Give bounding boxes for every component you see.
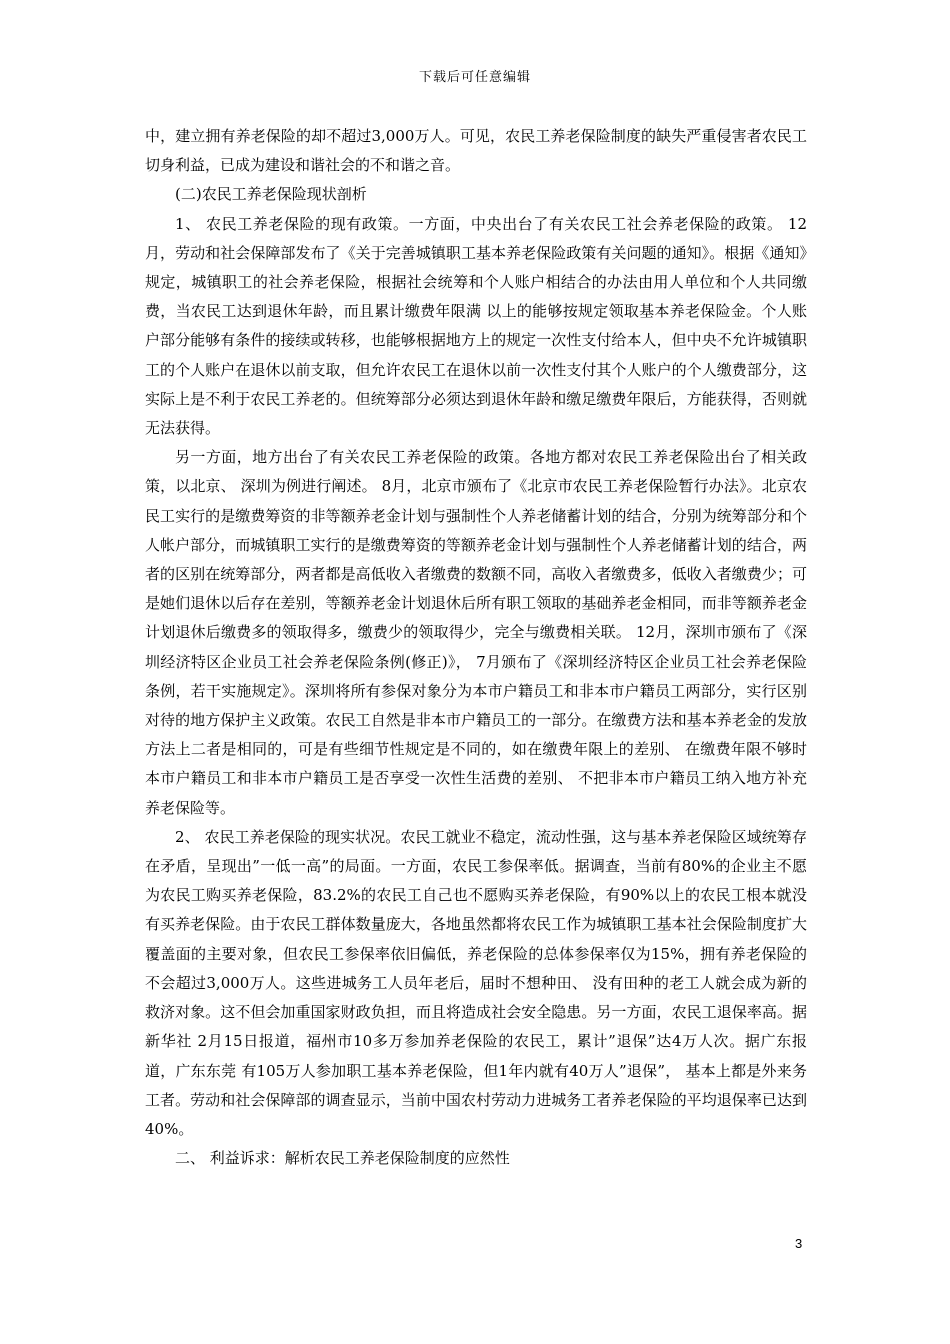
page-number: 3 (795, 1236, 803, 1251)
document-body (145, 122, 807, 1173)
paragraph-continued: 中，建立拥有养老保险的却不超过3,000万人。可见，农民工养老保险制度的缺失严重侵害者农民工切身利益，已成为建设和谐社会的不和谐之音。 (145, 127, 807, 175)
section-heading-status-analysis: (二)农民工养老保险现状剖析 (175, 185, 367, 204)
paragraph-current-situation: 2、 农民工养老保险的现实状况。农民工就业不稳定，流动性强，这与基本养老保险区域统筹存在矛盾，呈现出”一低一高”的局面。一方面，农民工参保率低。据调查，当前有80%的企业主不愿为农民工购买养老保险，83.2%的农民工自己也不愿购买养老保险，有90%以上的农民工根本就没有买养老保险。由于农民工群体数量庞大，各地虽然都将农民工作为城镇职工基本社会保险制度扩大覆盖面的主要对象，但农民工参保率依旧偏低，养老保险的总体参保率仅为15%，拥有养老保险的不会超过3,000万人。这些进城务工人员年老后，届时不想种田、 没有田种的老工人就会成为新的救济对象。这不但会加重国家财政负担，而且将造成社会安全隐患。另一方面，农民工退保率高。据新华社 2月15日报道，福州市10多万参加养老保险的农民工，累计”退保”达4万人次。据广东报道，广东东莞 有105万人参加职工基本养老保险，但1年内就有40万人”退保”， 基本上都是外来务工者。劳动和社会保障部的调查显示，当前中国农村劳动力进城务工者养老保险的平均退保率已达到40%。 (145, 827, 807, 1138)
paragraph-local-policy: 另一方面，地方出台了有关农民工养老保险的政策。各地方都对农民工养老保险出台了相关政策，以北京、 深圳为例进行阐述。 8月，北京市颁布了《北京市农民工养老保险暂行办法》。北京农民工实行的是缴费筹资的非等额养老金计划与强制性个人养老储蓄计划的结合，分别为统筹部分和个人帐户部分，而城镇职工实行的是缴费筹资的等额养老金计划与强制性个人养老储蓄计划的结合，两者的区别在统筹部分，两者都是高低收入者缴费的数额不同，高收入者缴费多，低收入者缴费少；可是她们退休以后存在差别，等额养老金计划退休后所有职工领取的基础养老金相同，而非等额养老金计划退休后缴费多的领取得多，缴费少的领取得少，完全与缴费相关联。 12月，深圳市颁布了《深圳经济特区企业员工社会养老保险条例(修正)》， 7月颁布了《深圳经济特区企业员工社会养老保险条例，若干实施规定》。深圳将所有参保对象分为本市户籍员工和非本市户籍员工两部分，实行区别对待的地方保护主义政策。农民工自然是非本市户籍员工的一部分。在缴费方法和基本养老金的发放方法上二者是相同的，可是有些细节性规定是不同的，如在缴费年限上的差别、 在缴费年限不够时本市户籍员工和非本市户籍员工是否享受一次性生活费的差别、 不把非本市户籍员工纳入地方补充养老保险等。 (145, 448, 807, 817)
section-heading-interest-demands: 二、 利益诉求：解析农民工养老保险制度的应然性 (175, 1149, 510, 1168)
page-header: 下载后可任意编辑 (418, 70, 531, 85)
paragraph-current-policy: 1、 农民工养老保险的现有政策。一方面，中央出台了有关农民工社会养老保险的政策。 12月，劳动和社会保障部发布了《关于完善城镇职工基本养老保险政策有关问题的通知》。根据《通知》规定，城镇职工的社会养老保险，根据社会统筹和个人账户相结合的办法由用人单位和个人共同缴费，当农民工达到退休年龄，而且累计缴费年限满 以上的能够按规定领取基本养老保险金。个人账户部分能够有条件的接续或转移，也能够根据地方上的规定一次性支付给本人，但中央不允许城镇职工的个人账户在退休以前支取，但允许农民工在退休以前一次性支付其个人账户的个人缴费部分，这实际上是不利于农民工养老的。但统筹部分必须达到退休年龄和缴足缴费年限后，方能获得，否则就无法获得。 (145, 214, 807, 438)
